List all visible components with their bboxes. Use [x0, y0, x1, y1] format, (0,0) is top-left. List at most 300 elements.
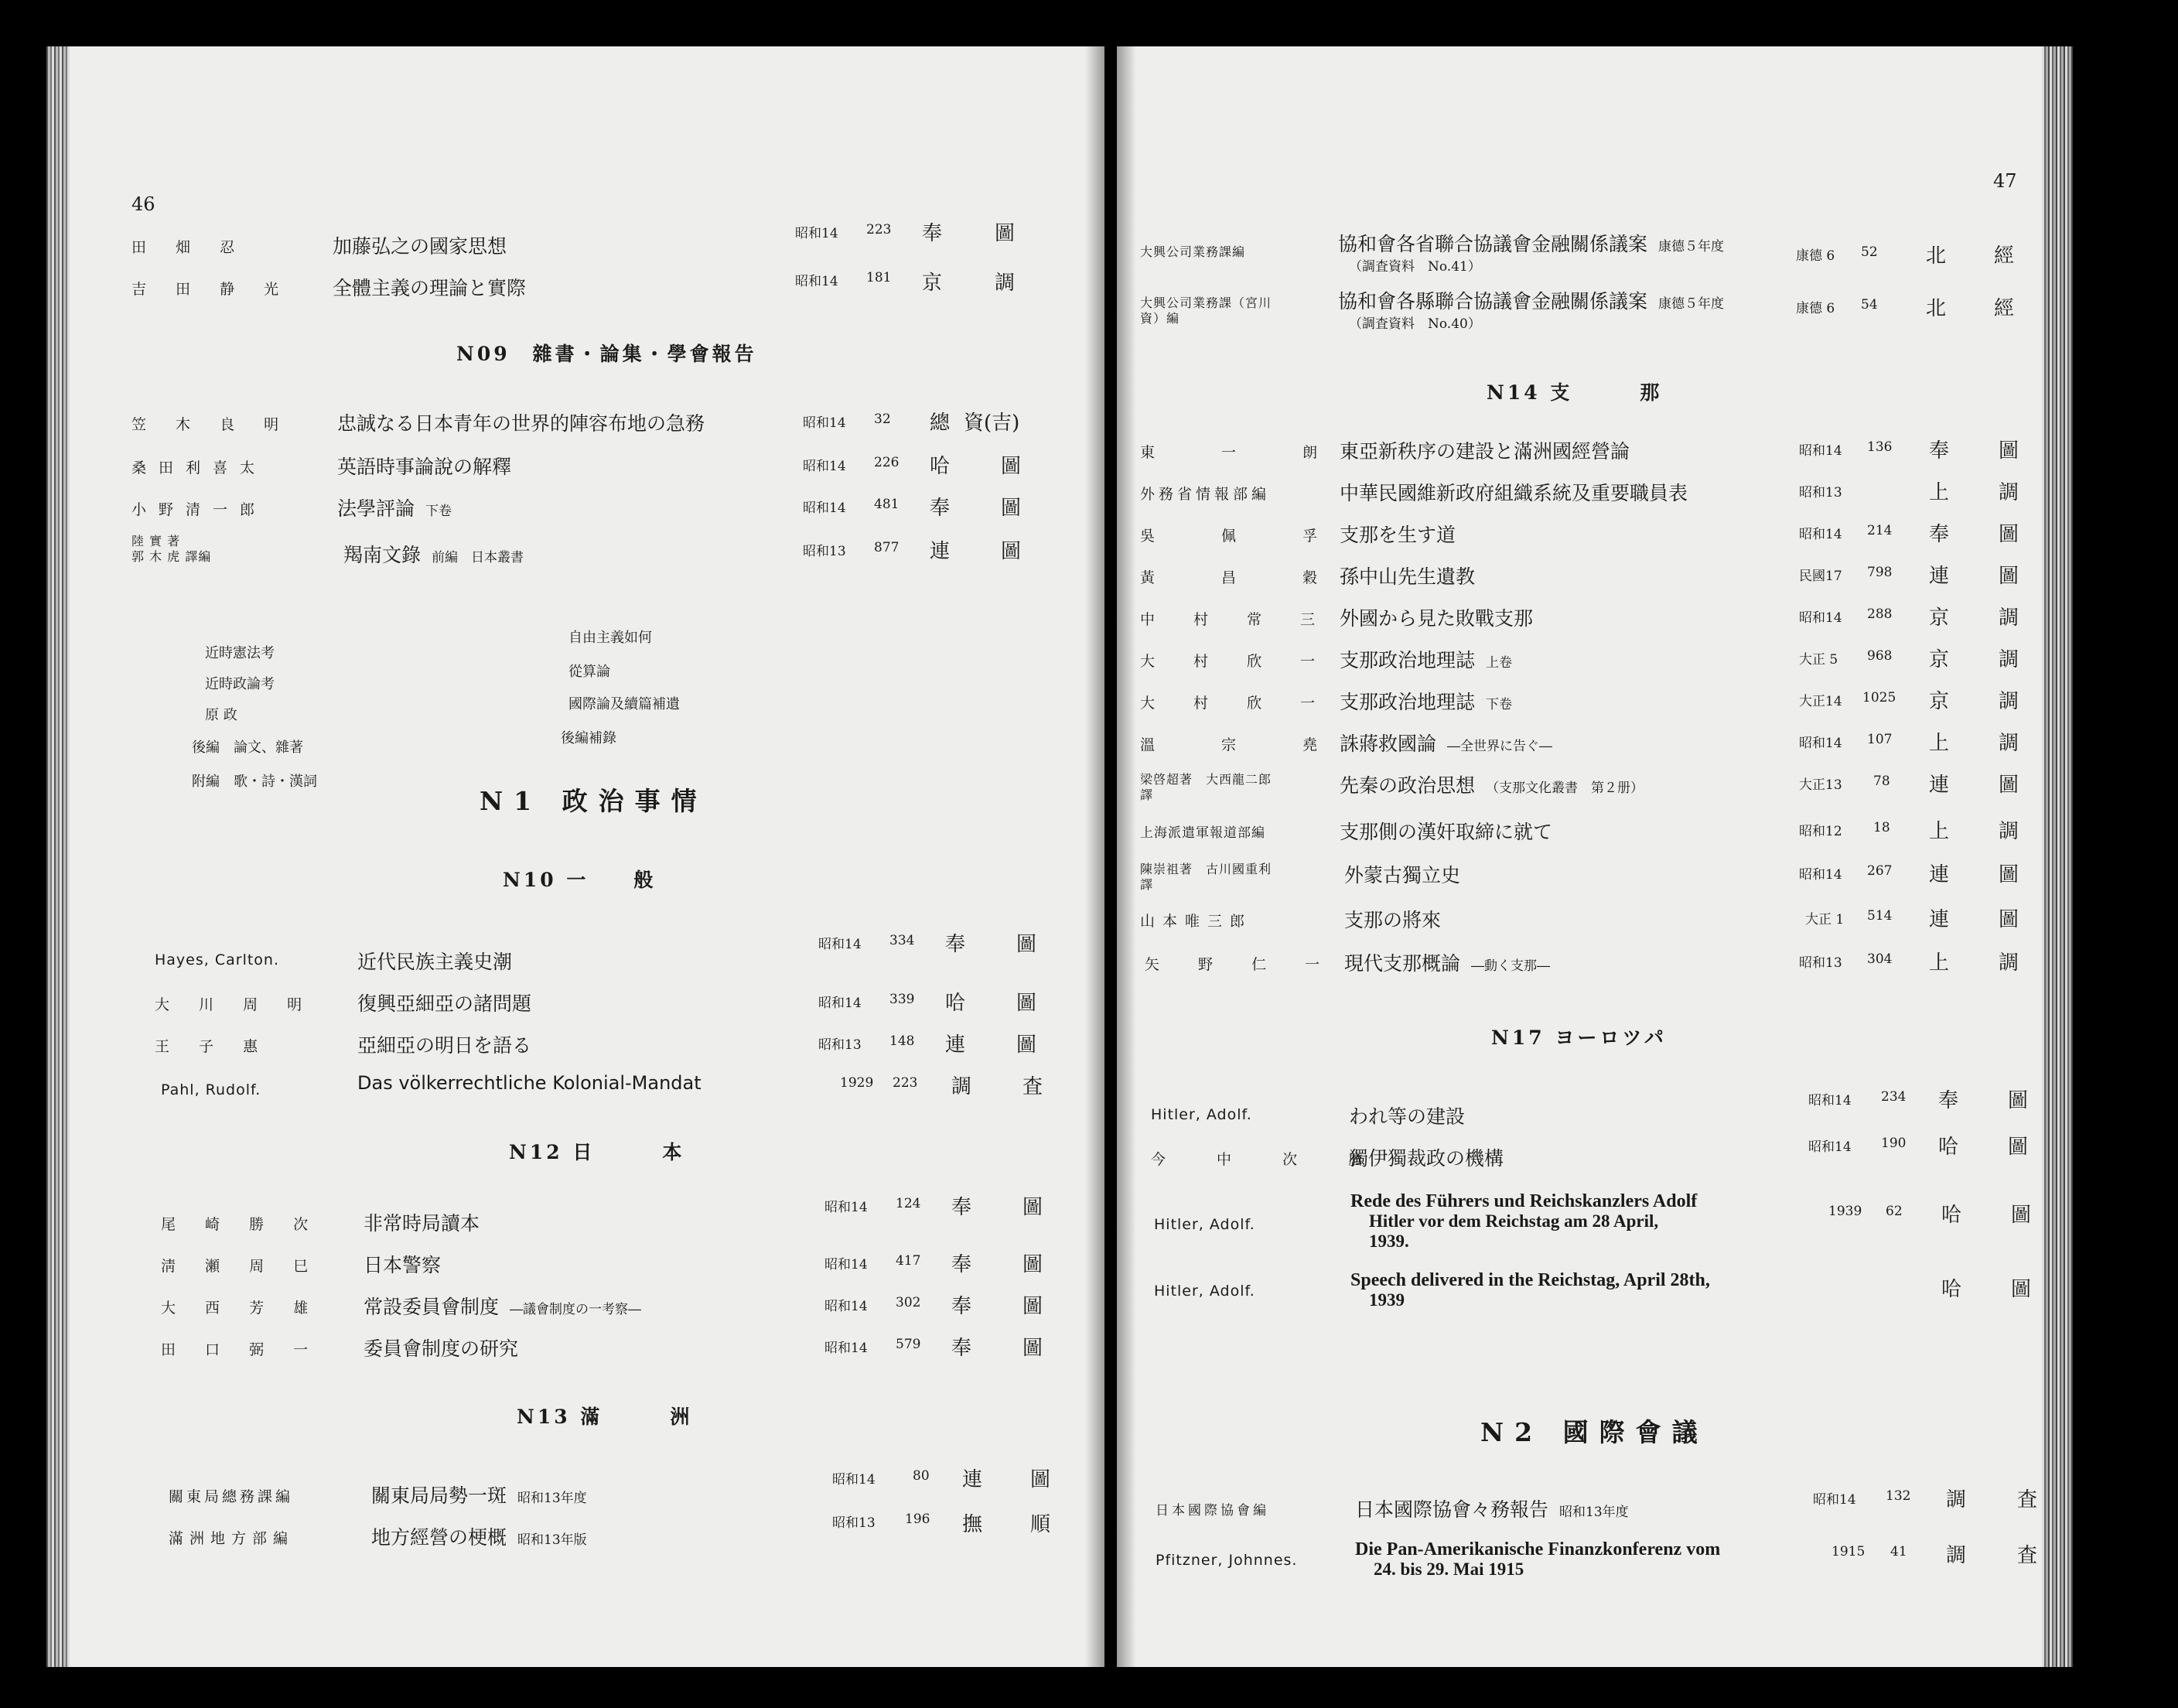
location-2: 調: [1999, 732, 2019, 755]
pages: 196: [905, 1512, 930, 1527]
list-item: [1117, 559, 2073, 596]
location-1: 上: [1929, 820, 1950, 843]
title-text: 協和會各省聯合協議會金融關係議案: [1338, 233, 1648, 255]
author: 東 一 朗: [1140, 444, 1349, 461]
year: 昭和14: [818, 937, 862, 952]
year: 昭和13: [832, 1515, 876, 1531]
title-note: 前編 日本叢書: [432, 550, 524, 565]
author: 笠 木 良 明: [131, 416, 292, 433]
author: 溫 宗 堯: [1140, 736, 1349, 753]
title-note: 昭和13年度: [517, 1491, 587, 1506]
year: 大正13: [1799, 777, 1842, 793]
location-2: 調: [1999, 648, 2019, 671]
title: 忠誠なる日本青年の世界的陣容布地の急務: [337, 412, 705, 435]
title-note: 昭和13年版: [517, 1532, 587, 1548]
year: 康德 6: [1796, 301, 1835, 316]
pages: 514: [1867, 908, 1893, 924]
location-1: 奉: [951, 1337, 972, 1360]
author: Hitler, Adolf.: [1151, 1106, 1252, 1123]
year: 昭和14: [1808, 1139, 1852, 1155]
author: 田 畑 忍: [131, 239, 248, 256]
year: 康德 6: [1796, 248, 1835, 264]
year: 昭和14: [1799, 527, 1842, 542]
author: 陸 實 著 郭 木 虎 譯編: [131, 534, 212, 564]
author: 大 西 芳 雄: [161, 1300, 321, 1317]
pages: 107: [1867, 732, 1893, 747]
author: 大 村 欣 一: [1140, 695, 1333, 712]
pages: 226: [874, 455, 900, 470]
title-note: ―全世界に告ぐ―: [1447, 739, 1553, 754]
location-1: 奉: [1929, 523, 1950, 546]
list-item: [1117, 286, 2073, 336]
title-text: 地方經營の梗概: [371, 1526, 507, 1549]
year: 昭和14: [824, 1257, 868, 1272]
year: 1939: [1828, 1204, 1862, 1219]
pages: 267: [1867, 863, 1893, 879]
title: 亞細亞の明日を語る: [357, 1034, 532, 1057]
year: 昭和14: [803, 415, 846, 431]
pages: 579: [896, 1337, 921, 1352]
contents-item: 自由主義如何: [568, 630, 652, 646]
entry-group-n13: [46, 1447, 1104, 1555]
location-2: 圖: [1999, 523, 2019, 546]
title-note: 下卷: [1486, 697, 1513, 712]
author: 梁啓超著 大西龍二郎 譯: [1140, 772, 1272, 802]
author: 中 村 常 三: [1140, 611, 1333, 628]
location-2: 圖: [1022, 1337, 1043, 1360]
title: Speech delivered in the Reichstag, April 28th,: [1350, 1270, 1710, 1290]
author: 淸 瀬 周 巳: [161, 1258, 321, 1275]
location-1: 奉: [922, 222, 943, 245]
title: 日本警察: [364, 1254, 442, 1276]
author: 大 村 欣 一: [1140, 653, 1333, 670]
contents-item: 後編 論文、雜著: [192, 740, 303, 756]
title: 支那を生す道: [1340, 524, 1456, 546]
list-item: [46, 1027, 1104, 1064]
year: 昭和14: [803, 459, 846, 474]
contents-item: 原 政: [205, 707, 237, 723]
title: [371, 1522, 587, 1550]
author: 大興公司業務課編: [1140, 244, 1246, 259]
pages: 62: [1886, 1204, 1903, 1219]
location-2: 圖: [2008, 1136, 2029, 1159]
entry-group-n12: [46, 1182, 1104, 1383]
title: [337, 494, 452, 521]
author: 外務省情報部編: [1140, 486, 1271, 503]
list-item: [46, 986, 1104, 1023]
title-line-2: Hitler vor dem Reichstag am 28 April,: [1369, 1211, 1659, 1231]
title-note: 昭和13年度: [1559, 1505, 1629, 1520]
author: 吉 田 静 光: [131, 281, 292, 298]
pages: 339: [889, 992, 915, 1007]
author: Hitler, Adolf.: [1154, 1216, 1255, 1233]
section-heading: N14 支 那: [1487, 381, 1663, 404]
contents-item: 從算論: [568, 664, 610, 680]
year: 1929: [840, 1075, 874, 1091]
list-item: [1117, 1136, 2073, 1177]
pages: 304: [1867, 951, 1893, 967]
year: 大正 5: [1799, 652, 1838, 668]
year: 昭和14: [824, 1341, 868, 1356]
page-number: 47: [1993, 170, 2017, 192]
title: 支那の將來: [1344, 909, 1442, 931]
pages: 234: [1881, 1089, 1907, 1105]
list-item: [46, 933, 1104, 981]
pages: 78: [1873, 774, 1890, 789]
title: 中華民國維新政府組織系統及重要職員表: [1340, 482, 1688, 504]
title-text: 日本國際協會々務報告: [1355, 1498, 1549, 1521]
title: 東亞新秩序の建設と滿洲國經營論: [1340, 440, 1630, 463]
location-1: 連: [962, 1468, 983, 1491]
location-1: 京: [1929, 606, 1950, 630]
list-item: [1117, 475, 2073, 512]
list-item: [46, 1289, 1104, 1326]
title: 獨伊獨裁政の機構: [1349, 1147, 1504, 1170]
author: 今 中 次 麿: [1151, 1151, 1387, 1168]
pages: 41: [1890, 1544, 1907, 1559]
title: 外蒙古獨立史: [1344, 864, 1461, 886]
title-text: 先秦の政治思想: [1340, 774, 1476, 797]
title-line-2: （調査資料 No.41）: [1349, 259, 1481, 275]
pages: 32: [874, 412, 891, 427]
location-2: 圖: [1016, 992, 1037, 1015]
location-2: 圖: [1022, 1253, 1043, 1276]
list-item: [1117, 857, 2073, 894]
author: 吳 佩 孚: [1140, 528, 1349, 545]
location-2: 圖: [2011, 1204, 2032, 1227]
location-2: 順: [1030, 1513, 1051, 1536]
section-heading: N10 一 般: [503, 869, 657, 891]
title: Das völkerrechtliche Kolonial-Mandat: [357, 1072, 702, 1094]
year: 1915: [1832, 1544, 1866, 1559]
title-line-2: 24. bis 29. Mai 1915: [1374, 1559, 1524, 1579]
list-item: [46, 534, 1104, 580]
location-2: 圖: [1001, 497, 1022, 520]
list-item: [1117, 1536, 2073, 1590]
title-note: 上卷: [1486, 655, 1513, 671]
title: 支那側の漢奸取締に就て: [1340, 821, 1553, 843]
pages: 190: [1881, 1136, 1907, 1151]
chapter-heading: N1 政治事情: [480, 786, 708, 816]
year: 昭和13: [803, 544, 846, 559]
list-item: [1117, 1089, 2073, 1136]
author: 上海派遣軍報道部編: [1140, 825, 1265, 841]
location-2: 圖: [1999, 908, 2019, 931]
section-heading: N09 雜書・論集・學會報告: [456, 343, 757, 365]
list-item: [1117, 814, 2073, 851]
author: 滿洲地方部編: [169, 1530, 295, 1547]
year: 昭和14: [1799, 736, 1842, 751]
location-1: 哈: [1941, 1204, 1962, 1227]
location-2: 圖: [1001, 540, 1022, 563]
location-2: 圖: [1022, 1196, 1043, 1219]
location-1: 連: [1929, 863, 1950, 886]
entry-group-n14: [1117, 433, 2073, 1021]
list-item: [1117, 1267, 2073, 1321]
right-page: [1117, 46, 2073, 1667]
author: Hayes, Carlton.: [155, 951, 279, 968]
section-heading: N17 ヨーロツパ: [1491, 1027, 1667, 1049]
contents-item: 近時政論考: [205, 676, 275, 692]
pages: 148: [889, 1033, 915, 1049]
year: 昭和14: [1799, 443, 1842, 459]
title: [1344, 948, 1550, 976]
pages: 52: [1861, 244, 1878, 260]
title: [371, 1481, 587, 1508]
list-item: [46, 1247, 1104, 1284]
list-item: [1117, 945, 2073, 982]
list-item: [1117, 642, 2073, 679]
location-2: 圖: [1016, 933, 1037, 956]
list-item: [46, 1196, 1104, 1242]
title: [343, 540, 524, 568]
title: 委員會制度の研究: [364, 1337, 519, 1360]
location-1: 哈: [930, 455, 951, 478]
list-item: [1117, 600, 2073, 637]
list-item: [46, 405, 1104, 442]
author: 田 口 弼 一: [161, 1341, 321, 1358]
title-note: 康德５年度: [1658, 239, 1725, 254]
list-item: [46, 490, 1104, 528]
year: 昭和13: [1799, 955, 1842, 971]
year: 昭和14: [1813, 1492, 1856, 1508]
title: [1338, 229, 1724, 257]
location-1: 奉: [951, 1196, 972, 1219]
list-item: [1117, 517, 2073, 554]
location-1: 上: [1929, 951, 1950, 975]
location-2: 圖: [1999, 774, 2019, 797]
year: 大正14: [1799, 694, 1842, 709]
list-item: [46, 1069, 1104, 1106]
title: 全體主義の理論と實際: [333, 277, 527, 299]
location-2: 圖: [1999, 863, 2019, 886]
list-item: [1117, 767, 2073, 804]
location-2: 調: [995, 272, 1016, 295]
contents-item: 近時憲法考: [205, 645, 275, 661]
title: Rede des Führers und Reichskanzlers Adolf: [1350, 1191, 1698, 1211]
location-2: 査: [2017, 1544, 2038, 1567]
title: 近代民族主義史潮: [357, 951, 513, 973]
year: 昭和14: [1799, 867, 1842, 883]
entry-group-n17: [1117, 1075, 2073, 1369]
pages: 124: [896, 1196, 921, 1211]
list-item: [46, 270, 1104, 307]
title-note: ―動く支那―: [1471, 958, 1551, 974]
pages: 80: [913, 1468, 930, 1484]
pages: 223: [893, 1075, 918, 1091]
location-1: 哈: [945, 992, 966, 1015]
section-heading: N13 滿 洲: [517, 1406, 693, 1428]
location-2: 調: [1999, 690, 2019, 713]
title-text: 常設委員會制度: [364, 1296, 500, 1318]
title-note: 康德５年度: [1658, 296, 1725, 312]
entry-group-n10: [46, 913, 1104, 1114]
location-2: 圖: [1030, 1468, 1051, 1491]
title: われ等の建設: [1349, 1105, 1466, 1128]
year: 昭和14: [1808, 1093, 1852, 1108]
location-1: 哈: [1938, 1136, 1959, 1159]
location-2: 資(吉): [964, 412, 1020, 435]
title: 英語時事論說の解釋: [337, 456, 512, 478]
year: 昭和14: [795, 274, 838, 289]
location-1: 上: [1929, 732, 1950, 755]
contents-item: 後編補錄: [561, 730, 616, 746]
contents-item: 國際論及續篇補遺: [568, 696, 680, 712]
title: [1340, 729, 1552, 757]
author: 大興公司業務課（宮川 資）編: [1140, 295, 1272, 326]
location-1: 奉: [1929, 439, 1950, 463]
title-note: 下卷: [425, 504, 452, 519]
pages: 136: [1867, 439, 1893, 455]
year: 昭和14: [818, 996, 862, 1011]
pages: 302: [896, 1295, 921, 1310]
entry-group-n2: [1117, 1476, 2073, 1615]
left-page: [46, 46, 1104, 1667]
location-1: 奉: [951, 1253, 972, 1276]
list-item: [1117, 726, 2073, 763]
title: 孫中山先生遺教: [1340, 565, 1476, 588]
location-1: 北: [1926, 244, 1947, 268]
author: 王 子 惠: [155, 1038, 271, 1055]
list-item: [46, 1512, 1104, 1556]
title-text: 協和會各縣聯合協議會金融關係議案: [1338, 290, 1648, 313]
location-2: 調: [1999, 606, 2019, 630]
title-line-2: 1939: [1369, 1290, 1405, 1310]
list-item: [1117, 433, 2073, 470]
year: 昭和14: [824, 1299, 868, 1314]
title-line-2: （調査資料 No.40）: [1349, 316, 1481, 332]
contents-item: 附編 歌・詩・漢詞: [192, 774, 317, 790]
title-note: （支那文化叢書 第２册）: [1486, 781, 1644, 796]
location-2: 經: [1994, 244, 2015, 268]
title-note: ―議會制度の一考察―: [510, 1302, 642, 1317]
pages: 18: [1873, 820, 1890, 835]
title: 加藤弘之の國家思想: [333, 235, 507, 258]
author: Pfitzner, Johnnes.: [1156, 1552, 1298, 1569]
list-item: [46, 222, 1104, 265]
title: [1355, 1494, 1629, 1522]
title: 外國から見た敗戰支那: [1340, 607, 1534, 630]
location-2: 圖: [995, 222, 1016, 245]
location-1: 奉: [1938, 1089, 1959, 1112]
title-text: 支那政治地理誌: [1340, 691, 1476, 713]
location-1: 連: [1929, 774, 1950, 797]
title-text: 支那政治地理誌: [1340, 649, 1476, 671]
location-1: 北: [1926, 297, 1947, 320]
year: 昭和14: [824, 1200, 868, 1215]
section-heading: N12 日 本: [509, 1141, 685, 1163]
location-2: 調: [1999, 820, 2019, 843]
list-item: [1117, 229, 2073, 278]
pages: 798: [1867, 565, 1893, 580]
year: 昭和14: [803, 500, 846, 516]
pages: 481: [874, 497, 900, 512]
year: 大正 1: [1805, 912, 1845, 927]
author: Pahl, Rudolf.: [161, 1081, 261, 1098]
author: 尾 崎 勝 次: [161, 1216, 321, 1233]
title: [1340, 770, 1644, 798]
year: 民國17: [1799, 569, 1842, 584]
page-number: 46: [131, 193, 155, 215]
title: [1340, 687, 1512, 715]
author: 大 川 周 明: [155, 996, 315, 1013]
pages: 288: [1867, 606, 1893, 622]
year: 昭和14: [1799, 610, 1842, 626]
location-2: 調: [1999, 481, 2019, 504]
author: 桑田利喜太: [131, 459, 268, 477]
author: 山本唯三郎: [1140, 913, 1253, 930]
location-1: 哈: [1941, 1278, 1962, 1301]
title-line-3: 1939.: [1369, 1231, 1409, 1251]
pages: 968: [1867, 648, 1893, 664]
title: 復興亞細亞の諸問題: [357, 992, 532, 1015]
location-1: 連: [1929, 908, 1950, 931]
location-2: 經: [1994, 297, 2015, 320]
year: 昭和13: [818, 1037, 862, 1053]
location-2: 調: [1999, 951, 2019, 975]
author: 日本國際協會編: [1156, 1503, 1269, 1518]
list-item: [46, 449, 1104, 486]
location-1: 連: [945, 1033, 966, 1057]
entry-group-top: [46, 222, 1104, 313]
location-2: 圖: [1999, 565, 2019, 588]
list-item: [1117, 902, 2073, 939]
location-1: 連: [930, 540, 951, 563]
location-1: 奉: [930, 497, 951, 520]
title: [1338, 286, 1724, 314]
list-item: [1117, 684, 2073, 721]
pages: 1025: [1862, 690, 1896, 705]
author: Hitler, Adolf.: [1154, 1283, 1255, 1300]
author: 黃 昌 穀: [1140, 569, 1349, 586]
location-1: 調: [1946, 1544, 1967, 1567]
title-text: 法學評論: [337, 497, 415, 520]
author: 小野清一郎: [131, 501, 268, 518]
year: 昭和14: [832, 1472, 876, 1488]
title-text: 關東局局勢一斑: [371, 1484, 507, 1507]
location-2: 査: [2017, 1488, 2038, 1512]
location-1: 京: [922, 272, 943, 295]
location-1: 調: [1946, 1488, 1967, 1512]
location-2: 圖: [1022, 1295, 1043, 1318]
title-text: 現代支那概論: [1344, 952, 1461, 975]
pages: 132: [1886, 1488, 1911, 1504]
entry-group-n09: [46, 381, 1104, 597]
title: [364, 1292, 641, 1320]
location-1: 奉: [951, 1295, 972, 1318]
location-1: 京: [1929, 690, 1950, 713]
pages: 54: [1861, 297, 1878, 313]
pages: 877: [874, 540, 900, 555]
location-2: 圖: [1001, 455, 1022, 478]
location-2: 圖: [1999, 439, 2019, 463]
title: Die Pan-Amerikanische Finanzkonferenz vom: [1355, 1539, 1721, 1559]
contents-list: [46, 588, 1104, 804]
title: [1340, 645, 1512, 673]
pages: 181: [866, 270, 892, 285]
pages: 417: [896, 1253, 921, 1269]
location-2: 圖: [2008, 1089, 2029, 1112]
location-1: 上: [1929, 481, 1950, 504]
location-2: 圖: [1016, 1033, 1037, 1057]
location-2: 査: [1022, 1075, 1043, 1098]
author: 矢 野 仁 一: [1145, 956, 1337, 973]
year: 昭和13: [1799, 485, 1842, 500]
year: 昭和12: [1799, 824, 1842, 839]
author: 關東局總務課編: [169, 1488, 294, 1505]
list-item: [46, 1331, 1104, 1368]
pages: 334: [889, 933, 915, 948]
